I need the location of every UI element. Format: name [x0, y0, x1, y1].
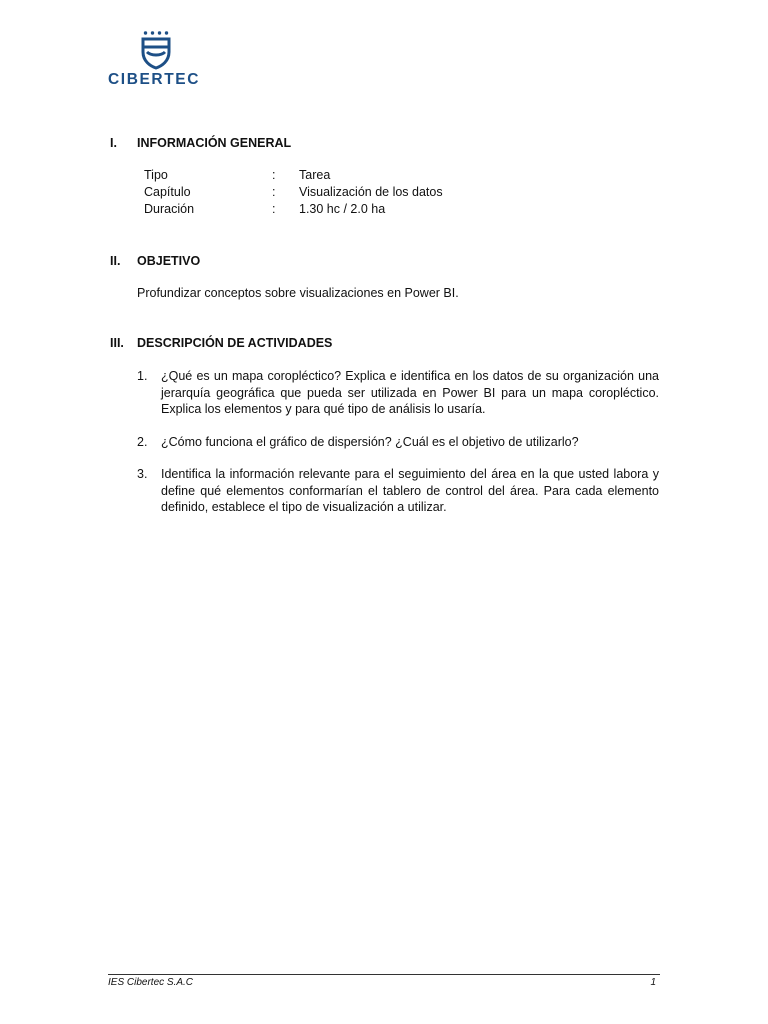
section-general-heading [110, 136, 291, 150]
info-row-tipo [144, 168, 330, 185]
info-label: Duración [144, 202, 195, 216]
info-row-duracion [144, 202, 385, 219]
list-item-number: 2. [137, 434, 148, 449]
list-item-number: 3. [137, 467, 148, 481]
info-row-capitulo [144, 185, 443, 202]
list-item [137, 368, 659, 418]
info-value: Tarea [299, 168, 331, 182]
info-label: Tipo [144, 168, 168, 182]
info-label: Capítulo [144, 185, 191, 199]
section-number: II. [110, 254, 121, 268]
objective-text: Profundizar conceptos sobre visualizaciones en Power BI. [137, 286, 459, 300]
logo-wordmark: CIBERTEC [108, 71, 201, 88]
section-number: III. [110, 336, 124, 350]
section-title: OBJETIVO [137, 254, 201, 268]
section-objective-heading [110, 254, 200, 268]
list-item-number: 1. [137, 369, 148, 383]
info-value: Visualización de los datos [299, 185, 443, 199]
section-title: INFORMACIÓN GENERAL [137, 136, 292, 150]
footer-company: IES Cibertec S.A.C [108, 977, 194, 988]
page-number: 1 [650, 977, 656, 988]
info-value: 1.30 hc / 2.0 ha [299, 202, 386, 216]
list-item-text: ¿Cómo funciona el gráfico de dispersión? ¿Cuál es el objetivo de utilizarlo? [161, 434, 579, 449]
section-title: DESCRIPCIÓN DE ACTIVIDADES [137, 336, 333, 350]
info-colon: : [272, 185, 276, 199]
info-colon: : [272, 168, 276, 182]
list-item [137, 466, 659, 516]
section-activities-heading [110, 336, 332, 350]
activities-list [137, 368, 659, 532]
section-number: I. [110, 136, 117, 150]
cibertec-logo [108, 28, 200, 90]
footer-divider [108, 974, 660, 975]
list-item-text: ¿Qué es un mapa coropléctico? Explica e identifica en los datos de su organización una jerarquía geográfica que pueda ser utilizada en Power BI para un mapa coropléctico. Explica los elementos y para qué tipo de análisis lo usaría. [161, 369, 659, 416]
list-item [137, 434, 659, 451]
list-item-text: Identifica la información relevante para el seguimiento del área en la que usted labora y define qué elementos conformarían el tablero de control del área. Para cada elemento definido, establece el tipo de visualización a utilizar. [161, 467, 659, 514]
shield-crest-icon [141, 30, 171, 70]
info-colon: : [272, 202, 276, 216]
